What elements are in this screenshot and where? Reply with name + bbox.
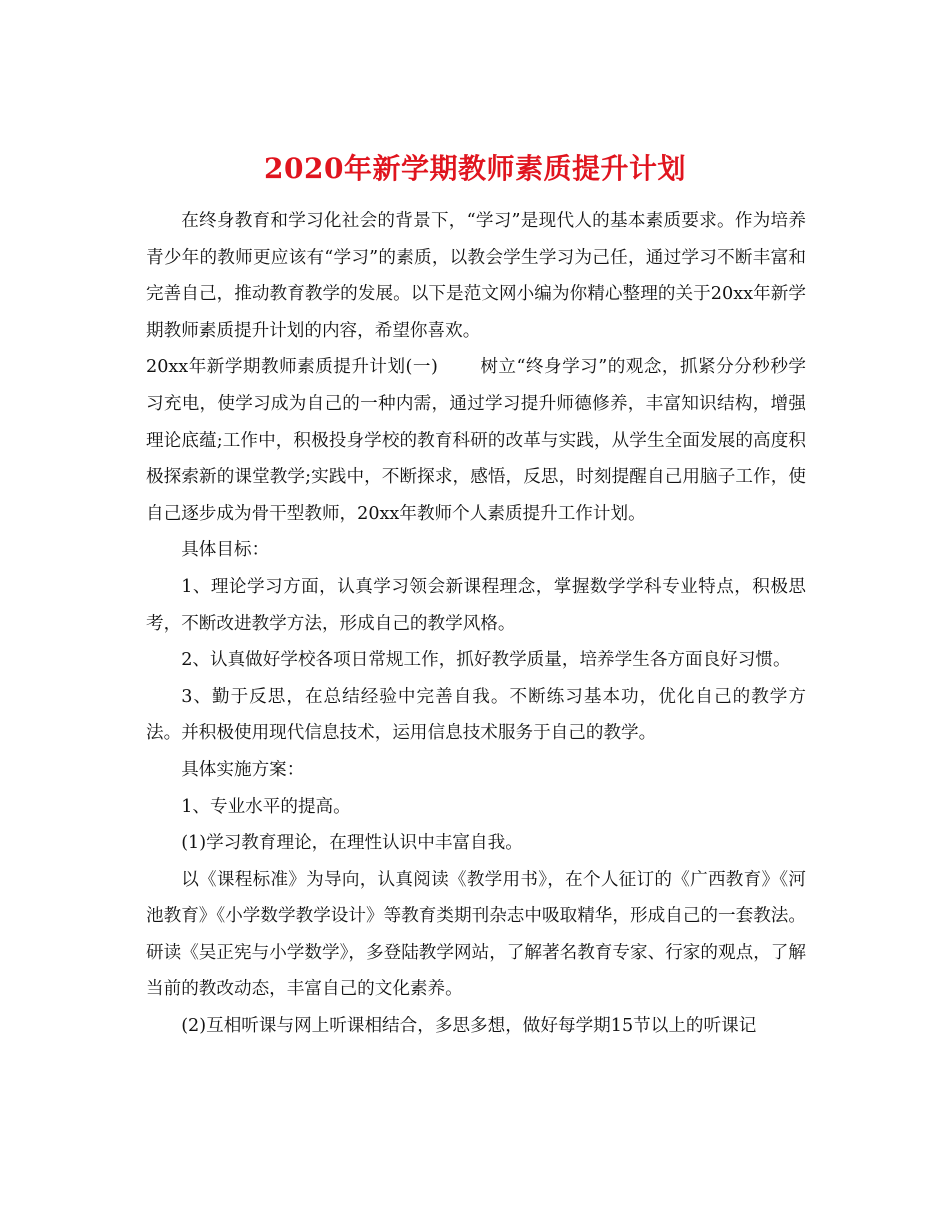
document-body [146, 203, 806, 1045]
document-title: 2020年新学期教师素质提升计划 [264, 151, 686, 185]
paragraph-goals-heading: 具体目标： [181, 540, 270, 561]
paragraph-goal-2: 2、认真做好学校各项日常规工作，抓好教学质量，培养学生各方面良好习惯。 [181, 650, 791, 671]
paragraph-plan-item-1-2: (2)互相听课与网上听课相结合，多思多想，做好每学期15节以上的听课记 [181, 1016, 757, 1037]
paragraph-plan-one [146, 349, 806, 532]
paragraph-plan-heading: 具体实施方案： [181, 759, 305, 780]
paragraph-intro: 在终身教育和学习化社会的背景下，“学习”是现代人的基本素质要求。作为培养青少年的教师更应该有“学习”的素质，以教会学生学习为己任，通过学习不断丰富和完善自己，推动教育教学的发展。以下是范文网小编为你精心整理的关于20xx年新学期教师素质提升计划的内容，希望你喜欢。 [146, 211, 806, 341]
paragraph-reading: 以《课程标准》为导向，认真阅读《教学用书》，在个人征订的《广西教育》《河池教育》《小学数学教学设计》等教育类期刊杂志中吸取精华，形成自己的一套教法。研读《吴正宪与小学数学》，多登陆教学网站，了解著名教育专家、行家的观点，了解当前的教改动态，丰富自己的文化素养。 [146, 869, 806, 1000]
paragraph-goal-1: 1、理论学习方面，认真学习领会新课程理念，掌握数学学科专业特点，积极思考，不断改进教学方法，形成自己的教学风格。 [146, 576, 806, 634]
paragraph-goal-3: 3、勤于反思，在总结经验中完善自我。不断练习基本功，优化自己的教学方法。并积极使用现代信息技术，运用信息技术服务于自己的教学。 [146, 686, 806, 744]
paragraph-plan-item-1-1: (1)学习教育理论，在理性认识中丰富自我。 [181, 833, 523, 854]
paragraph-plan-item-1: 1、专业水平的提高。 [181, 796, 351, 817]
plan-one-heading: 20xx年新学期教师素质提升计划(一) [146, 357, 438, 378]
plan-one-text: 树立“终身学习”的观念，抓紧分分秒秒学习充电，使学习成为自己的一种内需，通过学习提升师德修养，丰富知识结构，增强理论底蕴;工作中，积极投身学校的教育科研的改革与实践，从学生全面发展的高度积极探索新的课堂教学;实践中，不断探求，感悟，反思，时刻提醒自己用脑子工作，使自己逐步成为骨干型教师，20xx年教师个人素质提升工作计划。 [146, 357, 806, 524]
